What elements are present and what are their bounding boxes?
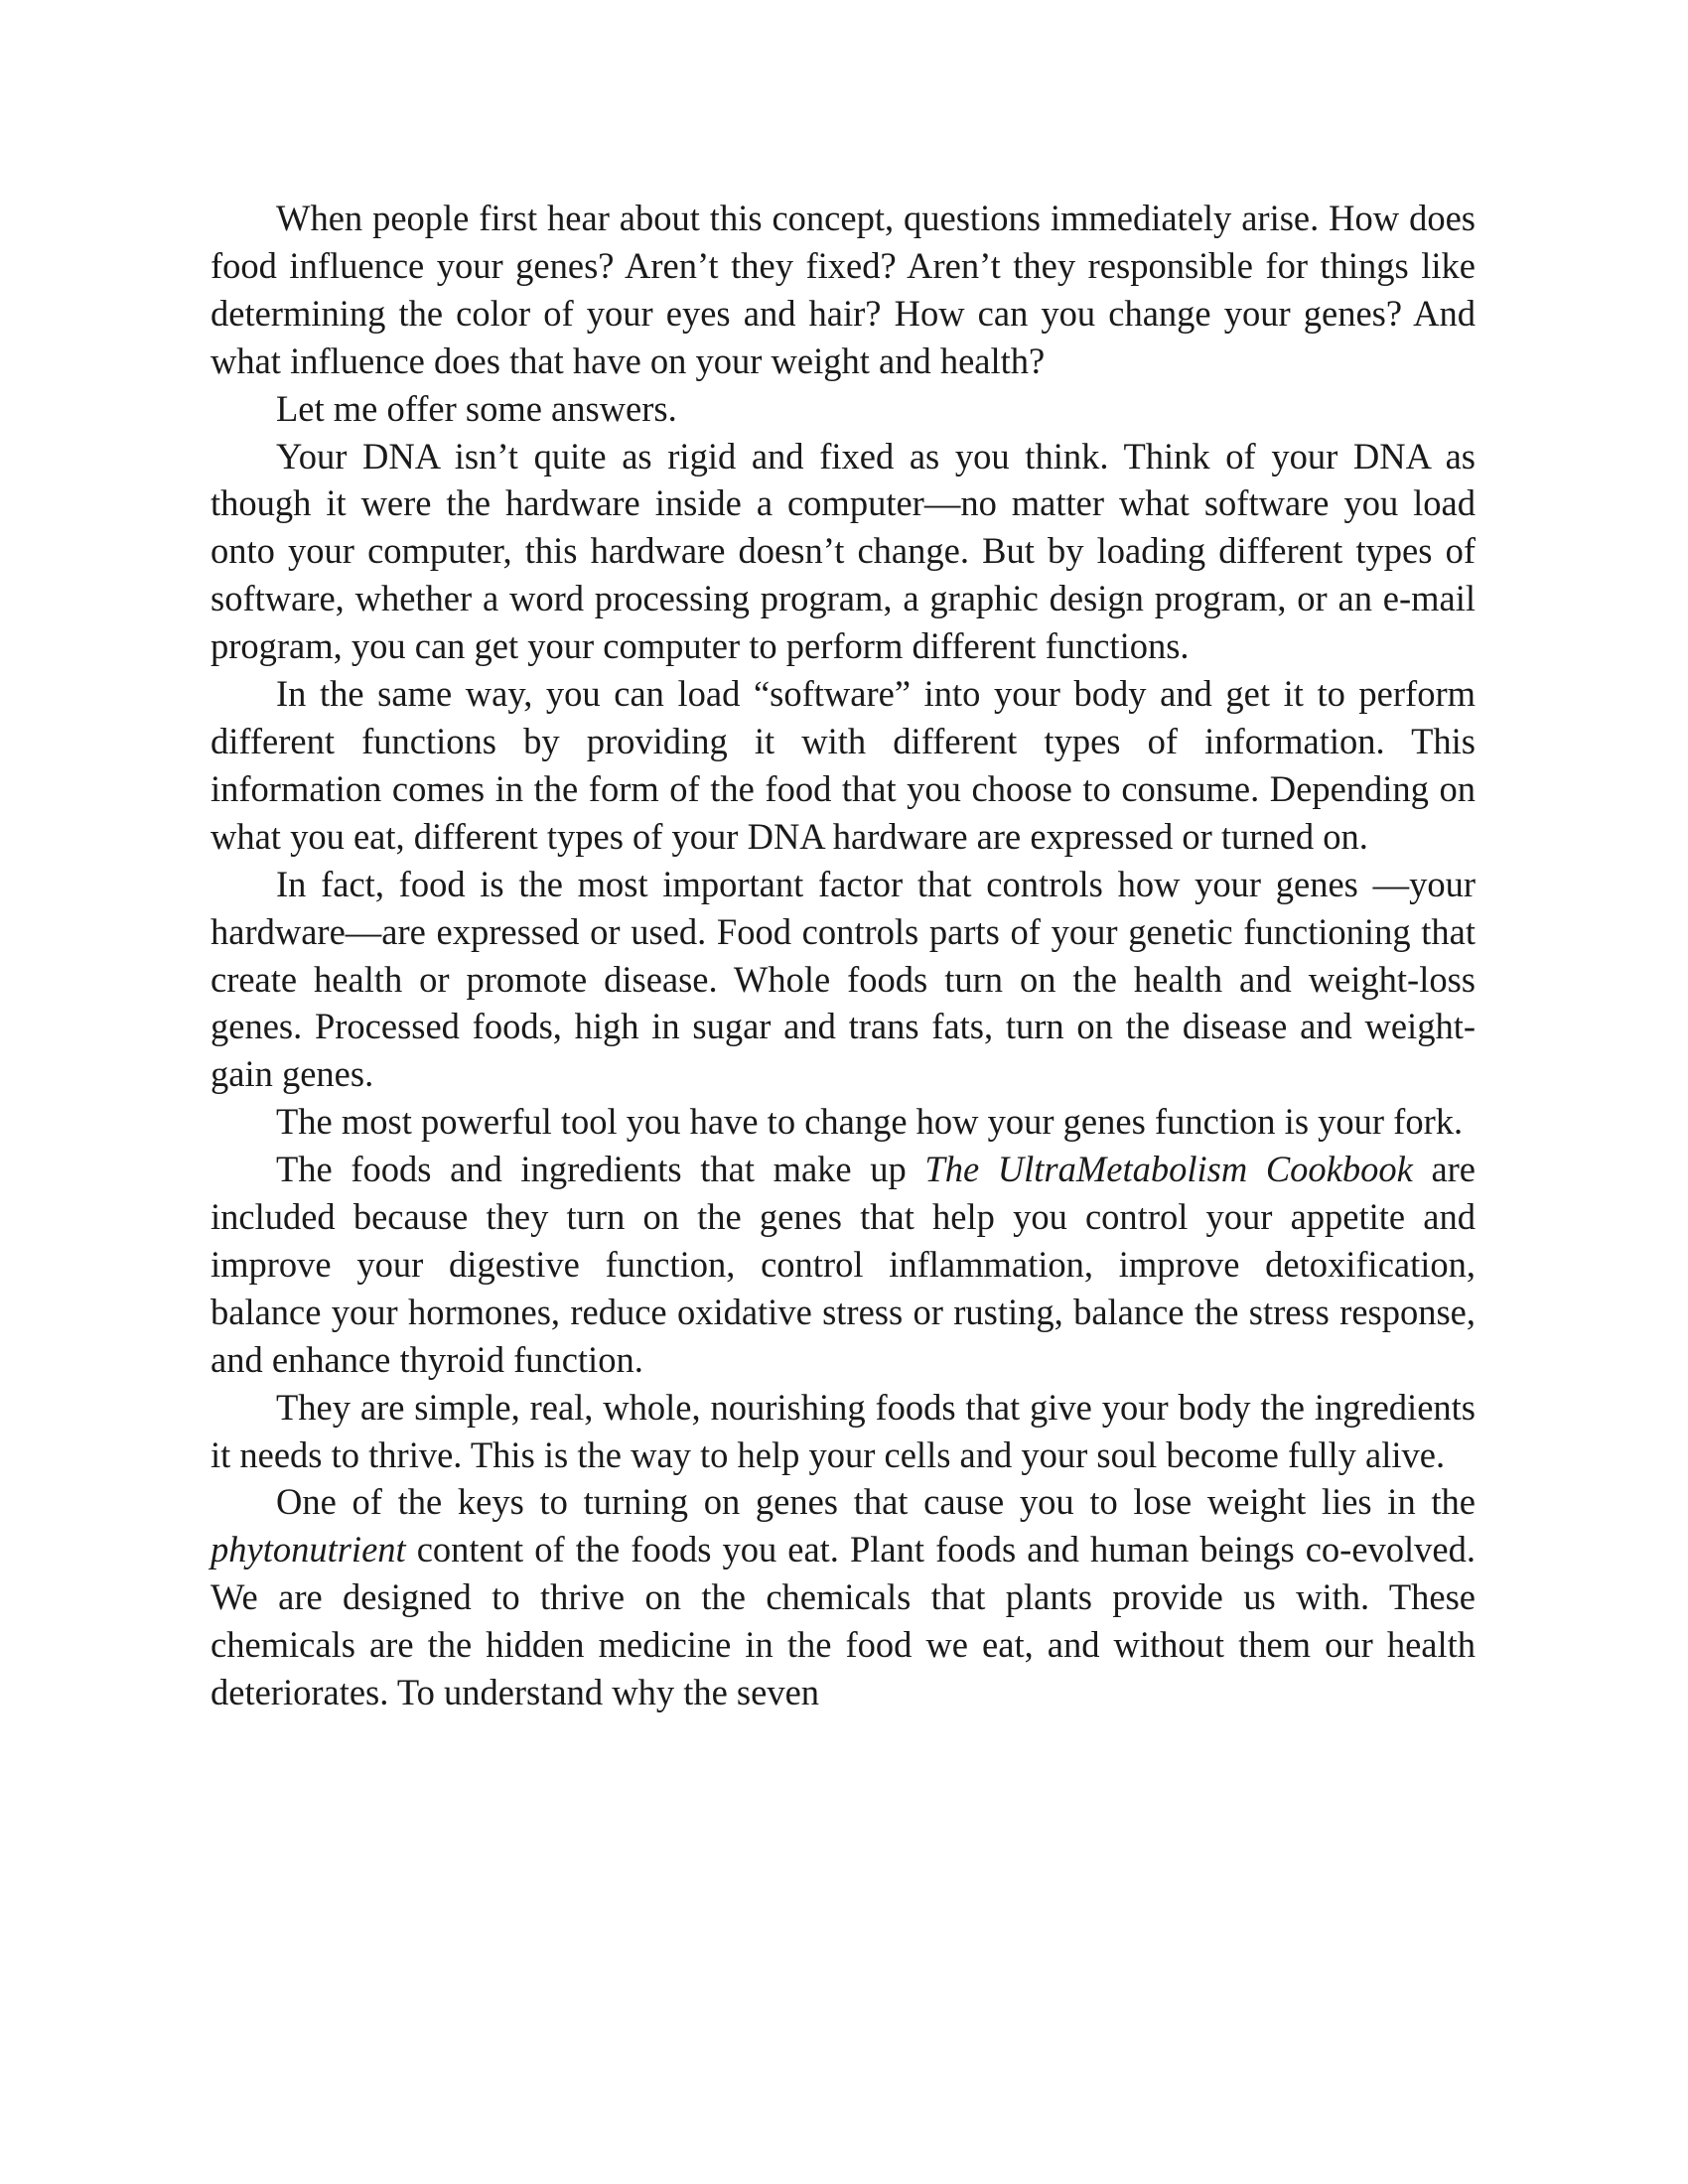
paragraph-2-text: Let me offer some answers. — [276, 387, 677, 429]
paragraph-2 — [211, 385, 1476, 433]
paragraph-4 — [211, 670, 1476, 861]
paragraph-9-text-b: content of the foods you eat. Plant foods and human beings co-evolved. We are designed to thrive on the chemicals that plants provide us with. These chemicals are the hidden medicine in the food we eat, and without them our health deteriorates. To understand why the seven — [211, 1529, 1476, 1713]
paragraph-3 — [211, 433, 1476, 671]
paragraph-9-text-a: One of the keys to turning on genes that cause you to lose weight lies in the — [276, 1481, 1476, 1523]
book-page-body — [211, 195, 1476, 1716]
paragraph-8-text: They are simple, real, whole, nourishing foods that give your body the ingredients it needs to thrive. This is the way to help your cells and your soul become fully alive. — [211, 1386, 1476, 1475]
paragraph-6-text: The most powerful tool you have to change how your genes function is your fork. — [276, 1101, 1464, 1143]
paragraph-4-text: In the same way, you can load “software” into your body and get it to perform different functions by providing it with different types of information. This information comes in the form of the food that you choose to consume. Depending on what you eat, different types of your DNA hardware are expressed or turned on. — [211, 673, 1476, 857]
phytonutrient-italic: phytonutrient — [211, 1529, 406, 1570]
paragraph-1-text: When people first hear about this concept, questions immediately arise. How does food influence your genes? Aren’t they fixed? Aren’t they responsible for things like determining the color of your eyes and hair? How can you change your genes? And what influence does that have on your weight and health? — [211, 198, 1476, 381]
paragraph-1 — [211, 195, 1476, 385]
paragraph-3-text: Your DNA isn’t quite as rigid and fixed as you think. Think of your DNA as though it were the hardware inside a computer—no matter what software you load onto your computer, this hardware doesn’t change. But by loading different types of software, whether a word processing program, a graphic design program, or an e-mail program, you can get your computer to perform different functions. — [211, 435, 1476, 667]
paragraph-8 — [211, 1384, 1476, 1479]
paragraph-7 — [211, 1146, 1476, 1384]
paragraph-6 — [211, 1098, 1476, 1146]
paragraph-7-text-a: The foods and ingredients that make up — [276, 1149, 925, 1190]
paragraph-5-text: In fact, food is the most important factor that controls how your genes —your hardware—are expressed or used. Food controls parts of your genetic functioning that create health or promote disease. Whole foods turn on the health and weight-loss genes. Processed foods, high in sugar and trans fats, turn on the disease and weight-gain genes. — [211, 863, 1476, 1095]
paragraph-5 — [211, 861, 1476, 1099]
book-title-italic: The UltraMetabolism Cookbook — [924, 1149, 1413, 1190]
paragraph-9 — [211, 1478, 1476, 1716]
paragraph-7-text-b: are included because they turn on the genes that help you control your appetite and improve your digestive function, control inflammation, improve detoxification, balance your hormones, reduce oxidative stress or rusting, balance the stress response, and enhance thyroid function. — [211, 1149, 1477, 1380]
